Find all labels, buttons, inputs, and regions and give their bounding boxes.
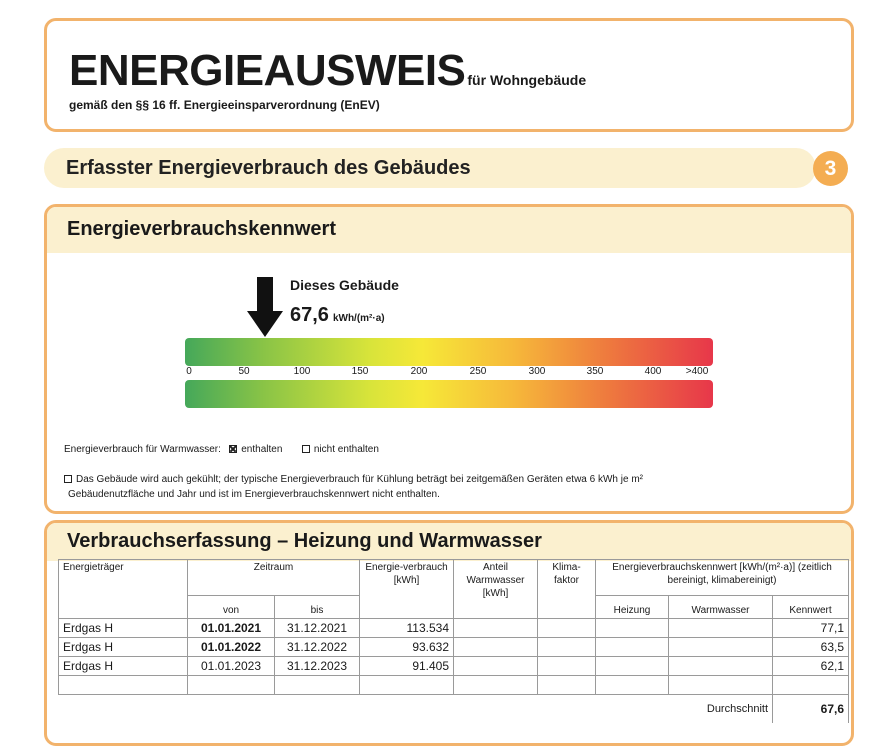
average-value: 67,6 <box>773 695 849 724</box>
warmwater-row <box>64 444 379 455</box>
row-klima <box>538 638 596 657</box>
row-heizung <box>596 619 669 638</box>
building-pointer-arrow-icon <box>247 277 283 337</box>
row-anteil <box>454 619 538 638</box>
col-traeger: Energieträger <box>59 560 188 619</box>
row-warmwasser <box>669 638 773 657</box>
col-verbrauch: Energie-verbrauch [kWh] <box>360 560 454 619</box>
row-heizung <box>596 657 669 676</box>
scale-tick-label: 0 <box>186 366 192 377</box>
row-bis: 31.12.2023 <box>275 657 360 676</box>
average-label: Durchschnitt <box>706 703 769 715</box>
row-warmwasser <box>669 619 773 638</box>
warmwater-included-label: enthalten <box>241 444 283 455</box>
warmwater-not-included-label: nicht enthalten <box>313 444 379 455</box>
table-row <box>59 619 849 638</box>
row-traeger: Erdgas H <box>59 657 188 676</box>
kennwert-header <box>47 207 851 253</box>
scale-tick-label: 150 <box>351 366 369 377</box>
row-traeger: Erdgas H <box>59 638 188 657</box>
warmwater-not-included-checkbox[interactable] <box>302 445 310 453</box>
table-row <box>59 638 849 657</box>
table-row-empty <box>59 676 849 695</box>
row-kennwert: 62,1 <box>773 657 849 676</box>
scale-tick-label: 250 <box>469 366 487 377</box>
building-value: 67,6 kWh/(m²·a) <box>290 304 385 326</box>
table-average-row <box>59 695 849 724</box>
table-header-row <box>59 560 849 596</box>
row-verbrauch: 93.632 <box>360 638 454 657</box>
document-title: ENERGIEAUSWEIS für Wohngebäude <box>69 46 587 95</box>
section-bar <box>44 148 816 188</box>
scale-tick-label: 300 <box>528 366 546 377</box>
row-bis: 31.12.2021 <box>275 619 360 638</box>
scale-tick-label: >400 <box>685 366 709 377</box>
scale-tick-label: 400 <box>644 366 662 377</box>
scale-tick-label: 350 <box>586 366 604 377</box>
verbrauch-header <box>47 523 851 561</box>
row-bis: 31.12.2022 <box>275 638 360 657</box>
row-klima <box>538 619 596 638</box>
scale-tick-label: 100 <box>293 366 311 377</box>
row-verbrauch: 113.534 <box>360 619 454 638</box>
warmwater-label: Energieverbrauch für Warmwasser: <box>64 444 221 455</box>
energy-scale-ticks <box>185 366 713 380</box>
kennwert-heading: Energieverbrauchskennwert <box>67 218 336 240</box>
section-number-badge: 3 <box>813 151 848 186</box>
row-von: 01.01.2022 <box>188 638 275 657</box>
table-row <box>59 657 849 676</box>
row-heizung <box>596 638 669 657</box>
document-title-suffix: für Wohngebäude <box>467 72 587 88</box>
row-kennwert: 77,1 <box>773 619 849 638</box>
col-bis: bis <box>275 595 360 618</box>
building-unit: kWh/(m²·a) <box>332 313 385 324</box>
col-heizung: Heizung <box>596 595 669 618</box>
col-kennwert: Kennwert <box>773 595 849 618</box>
energy-scale-bar-top <box>185 338 713 366</box>
consumption-table <box>58 559 849 723</box>
row-verbrauch: 91.405 <box>360 657 454 676</box>
col-klima: Klima-faktor <box>538 560 596 619</box>
col-warmwasser: Warmwasser <box>669 595 773 618</box>
col-von: von <box>188 595 275 618</box>
row-anteil <box>454 657 538 676</box>
header-box <box>44 18 854 132</box>
document-subtitle: gemäß den §§ 16 ff. Energieeinsparverordnung (EnEV) <box>69 98 380 112</box>
cooling-checkbox[interactable] <box>64 475 72 483</box>
verbrauch-heading: Verbrauchserfassung – Heizung und Warmwasser <box>67 530 542 552</box>
section-title: Erfasster Energieverbrauch des Gebäudes <box>66 157 471 179</box>
warmwater-included-checkbox[interactable] <box>229 445 237 453</box>
row-traeger: Erdgas H <box>59 619 188 638</box>
row-anteil <box>454 638 538 657</box>
scale-tick-label: 50 <box>238 366 250 377</box>
scale-tick-label: 200 <box>410 366 428 377</box>
row-kennwert: 63,5 <box>773 638 849 657</box>
row-klima <box>538 657 596 676</box>
cooling-note-text: Das Gebäude wird auch gekühlt; der typische Energieverbrauch für Kühlung beträgt bei zeitgemäßen Geräten etwa 6 kWh je m² Gebäudenutzfläche und Jahr und ist im Energieverbrauchskennwert nicht enthalten. <box>68 474 643 500</box>
col-kennwert-group: Energieverbrauchskennwert [kWh/(m²·a)] (zeitlich bereinigt, klimabereinigt) <box>596 560 849 596</box>
cooling-note <box>68 472 708 502</box>
building-label: Dieses Gebäude <box>290 277 399 293</box>
energy-scale-bar-bottom <box>185 380 713 408</box>
row-warmwasser <box>669 657 773 676</box>
col-anteil: Anteil Warmwasser [kWh] <box>454 560 538 619</box>
row-von: 01.01.2023 <box>188 657 275 676</box>
row-von: 01.01.2021 <box>188 619 275 638</box>
col-zeitraum: Zeitraum <box>188 560 360 596</box>
